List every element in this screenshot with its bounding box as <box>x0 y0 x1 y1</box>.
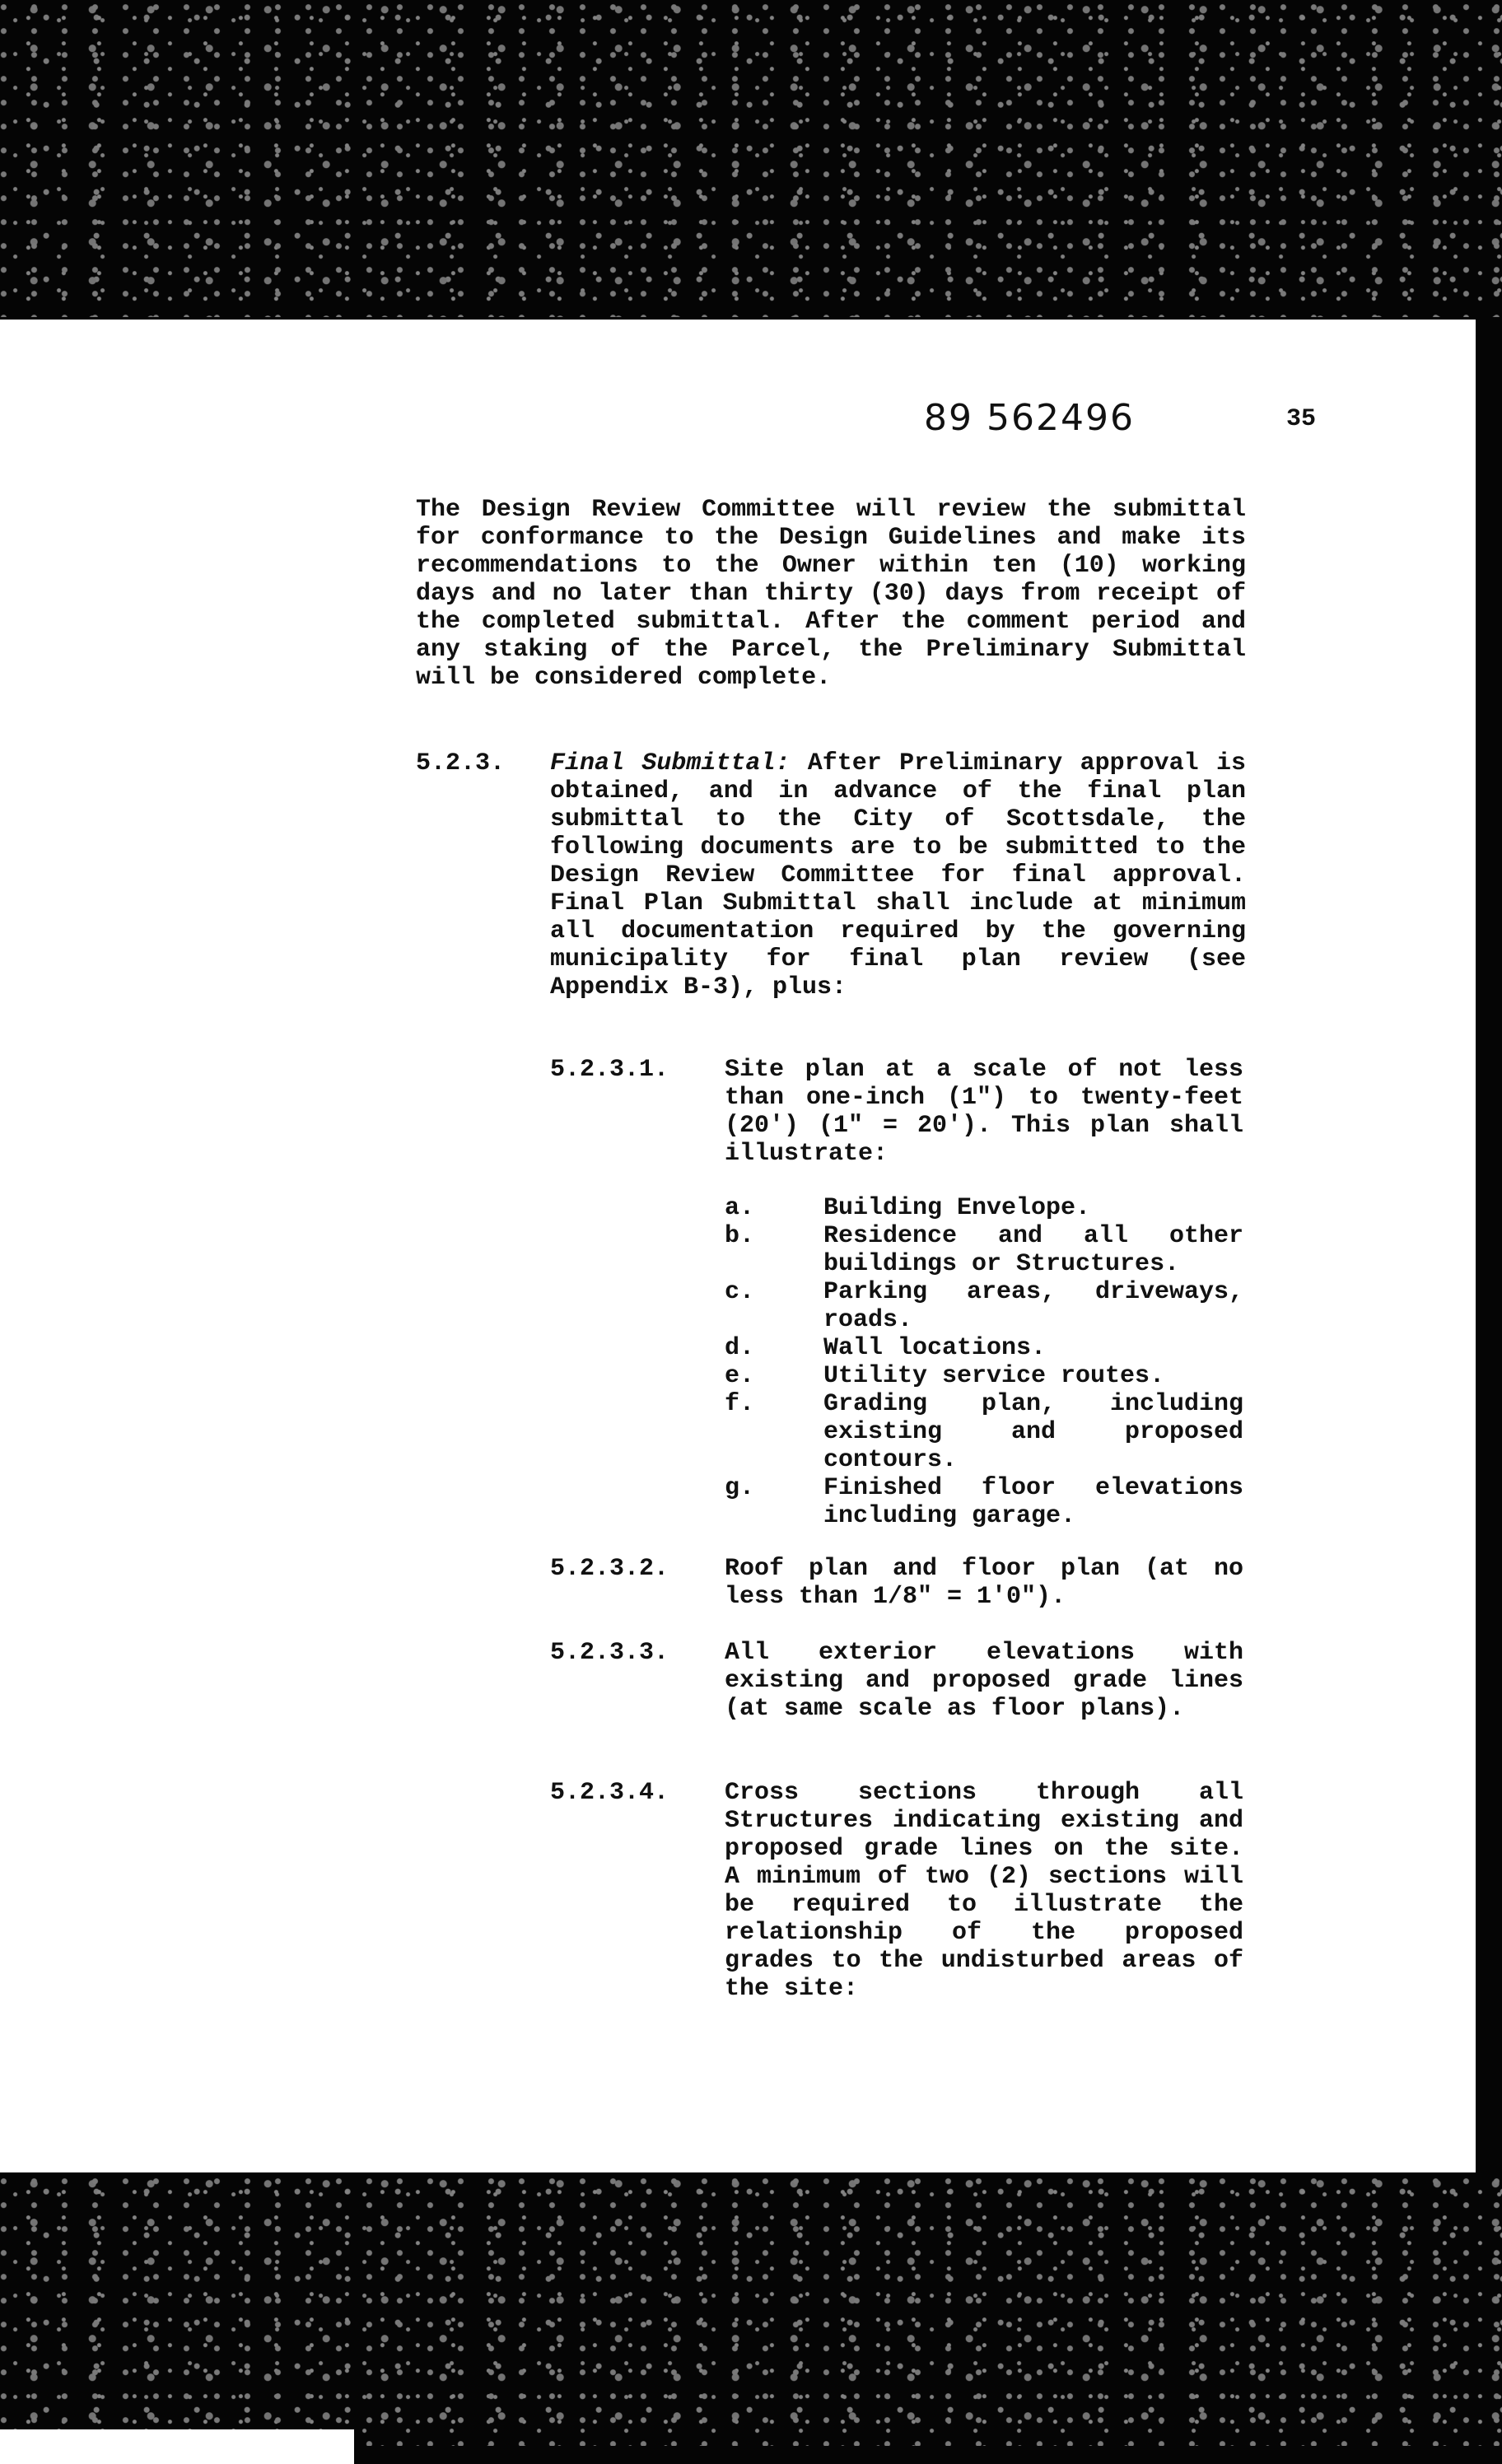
list-item-letter: b. <box>725 1222 755 1250</box>
section-523-block <box>550 749 1246 1001</box>
list-item-letter: g. <box>725 1474 755 1502</box>
subsection-5234-block <box>725 1779 1243 2003</box>
site-plan-item-list <box>725 1194 1243 1530</box>
document-number: 89 562496 <box>924 397 1135 439</box>
list-item-text: Parking areas, driveways, roads. <box>823 1278 1243 1334</box>
section-523-paragraph <box>550 749 1246 1001</box>
scan-noise-top <box>0 0 1502 317</box>
subsection-number: 5.2.3.4. <box>550 1779 669 1807</box>
subsection-text: Cross sections through all Structures indicating existing and proposed grade lines on the site. A minimum of two (2) sections will be required to illustrate the relationship of the proposed grades to the undisturbed areas of the site: <box>725 1779 1243 2003</box>
list-item-text: Finished floor elevations including garage. <box>823 1474 1243 1530</box>
list-item-text: Utility service routes. <box>823 1362 1165 1390</box>
subsection-5232-block <box>725 1555 1243 1611</box>
subsection-number: 5.2.3.1. <box>550 1056 669 1084</box>
list-item-text: Building Envelope. <box>823 1194 1091 1222</box>
list-item-text: Grading plan, including existing and proposed contours. <box>823 1390 1243 1474</box>
list-item-letter: e. <box>725 1362 755 1390</box>
subsection-text: Site plan at a scale of not less than one-inch (1") to twenty-feet (20') (1" = 20'). This plan shall illustrate: <box>725 1056 1243 1168</box>
list-item-letter: d. <box>725 1334 755 1362</box>
page-number: 35 <box>1286 405 1317 433</box>
list-item <box>725 1194 1243 1222</box>
subsection-text: Roof plan and floor plan (at no less than 1/8" = 1'0"). <box>725 1555 1243 1611</box>
subsection-number: 5.2.3.3. <box>550 1639 669 1667</box>
list-item <box>725 1474 1243 1530</box>
subsection-number: 5.2.3.2. <box>550 1555 669 1583</box>
list-item-letter: a. <box>725 1194 755 1222</box>
list-item <box>725 1222 1243 1278</box>
intro-paragraph: The Design Review Committee will review the submittal for conformance to the Design Guidelines and make its recommendations to the Owner within ten (10) working days and no later than thirty (30) days from receipt of the completed submittal. After the comment period and any staking of the Parcel, the Preliminary Submittal will be considered complete. <box>416 496 1246 692</box>
list-item-text: Residence and all other buildings or Structures. <box>823 1222 1243 1278</box>
paper-edge <box>0 2429 354 2464</box>
section-body: After Preliminary approval is obtained, and in advance of the final plan submittal to the City of Scottsdale, the following documents are to be submitted to the Design Review Committee for final approval. Final Plan Submittal shall include at minimum all documentation required by the governing municipality for final plan review (see Appendix B-3), plus: <box>550 749 1246 1001</box>
list-item <box>725 1334 1243 1362</box>
list-item-text: Wall locations. <box>823 1334 1047 1362</box>
list-item <box>725 1390 1243 1474</box>
scan-noise-bottom <box>0 2174 1502 2446</box>
subsection-5231-block <box>725 1056 1243 1168</box>
section-heading: Final Submittal: <box>550 749 791 777</box>
subsection-5233-block <box>725 1639 1243 1723</box>
intro-paragraph-block <box>416 496 1246 692</box>
section-number: 5.2.3. <box>416 749 506 777</box>
list-item-letter: c. <box>725 1278 755 1306</box>
list-item-letter: f. <box>725 1390 755 1418</box>
list-item <box>725 1278 1243 1334</box>
subsection-text: All exterior elevations with existing and proposed grade lines (at same scale as floor plans). <box>725 1639 1243 1723</box>
list-item <box>725 1362 1243 1390</box>
